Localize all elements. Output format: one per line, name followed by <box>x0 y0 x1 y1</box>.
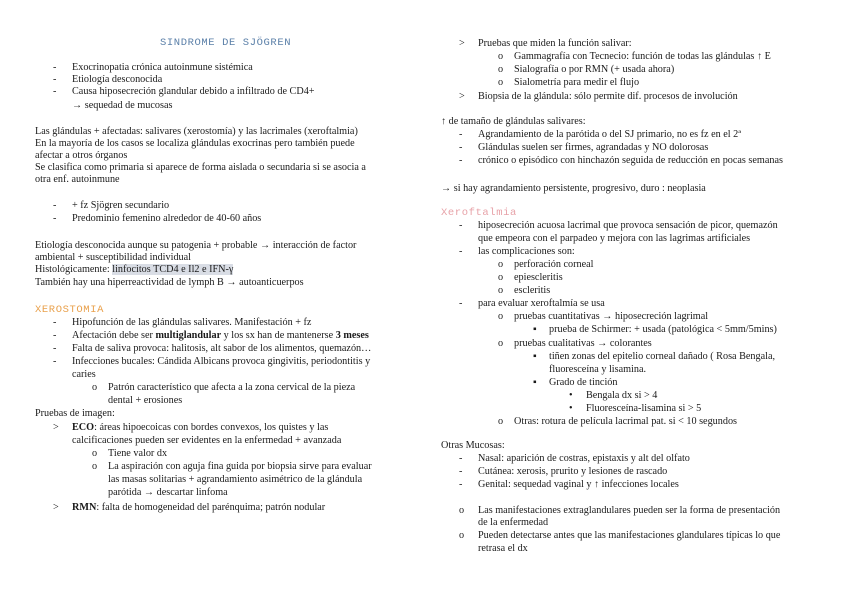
pruebas-title: Pruebas que miden la función salivar: <box>478 38 632 49</box>
bullet-circle: o <box>92 448 98 459</box>
mucosa-item: Cutánea: xerosis, prurito y lesiones de rascado <box>478 466 668 477</box>
para-line: ambiental + susceptibilidad individual <box>35 252 191 263</box>
xero-item <box>72 330 369 342</box>
bullet-dash: - <box>53 356 57 367</box>
bullet-circle: o <box>498 259 504 270</box>
bold-text: multiglandular <box>155 330 222 341</box>
pruebas-subitem: Gammagrafía con Tecnecio: función de todas las glándulas ↑ E <box>514 51 771 62</box>
bullet-dash: - <box>53 62 57 73</box>
para-line: También hay una hiperreactividad de lymph B → autoanticuerpos <box>35 277 304 288</box>
grado-line: Grado de tinción <box>549 377 618 388</box>
histology-label: Histológicamente: <box>35 264 110 275</box>
tamano-item: Agrandamiento de la parótida o del SJ primario, no es fz en el 2ª <box>478 129 742 140</box>
xerostomia-heading: XEROSTOMIA <box>35 304 105 316</box>
bullet-dash: - <box>53 200 57 211</box>
mucosa-item: Nasal: aparición de costras, epistaxis y alt del olfato <box>478 453 690 464</box>
bullet-dash: - <box>53 343 57 354</box>
mucosa-item: Genital: sequedad vaginal y ↑ infecciones locales <box>478 479 679 490</box>
cualitativas-line: pruebas cualitativas → colorantes <box>514 338 652 349</box>
bullet-arrow: > <box>53 422 59 433</box>
extra-line: Las manifestaciones extraglandulares pueden ser la forma de presentación <box>478 505 781 516</box>
xero-subitem: dental + erosiones <box>108 395 183 406</box>
bold-text: 3 meses <box>335 330 369 341</box>
bullet-dash: - <box>459 453 463 464</box>
bullet-dash: - <box>459 220 463 231</box>
xeroft-item: que empeora con el parpadeo y mejora con las lagrimas artificiales <box>478 233 751 244</box>
pruebas-subitem: Sialografía o por RMN (+ usada ahora) <box>514 64 675 75</box>
schirmer-line: prueba de Schirmer: + usada (patológica < 5mm/5mins) <box>549 324 777 335</box>
bullet-dash: - <box>459 155 463 166</box>
bullet-circle: o <box>498 64 504 75</box>
bullet-circle: o <box>498 51 504 62</box>
imaging-heading: Pruebas de imagen: <box>35 408 115 419</box>
xero-item: Falta de saliva provoca: halitosis, alt sabor de los alimentos, quemazón… <box>72 343 372 354</box>
bullet-circle: o <box>498 416 504 427</box>
bullet-dash: - <box>459 298 463 309</box>
eco-subitem: La aspiración con aguja fina guida por biopsia sirve para evaluar <box>108 461 372 472</box>
extra-line: retrasa el dx <box>478 543 528 554</box>
xero-text: y los sx han de mantenerse <box>223 330 334 341</box>
tamano-title: ↑ de tamaño de glándulas salivares: <box>441 116 586 127</box>
eco-subitem: las masas solitarias + agrandamiento asimétrico de la glándula <box>108 474 363 485</box>
xero-item: caries <box>72 369 96 380</box>
bullet-circle: o <box>459 505 465 516</box>
bullet-dash: - <box>53 330 57 341</box>
xeroft-item: las complicaciones son: <box>478 246 575 257</box>
complicacion-item: escleritis <box>514 285 551 296</box>
intro-line: → sequedad de mucosas <box>72 100 173 111</box>
bullet-circle: o <box>92 382 98 393</box>
rmn-text: : falta de homogeneidad del parénquima; patrón nodular <box>96 502 326 513</box>
eco-text: : áreas hipoecoicas con bordes convexos, los quistes y las <box>94 422 329 433</box>
tamano-item: Glándulas suelen ser firmes, agrandadas y NO dolorosas <box>478 142 709 153</box>
bullet-dash: - <box>53 317 57 328</box>
tinen-line: fluoresceína y lisamina. <box>549 364 647 375</box>
bullet-dash: - <box>459 246 463 257</box>
eval-line: para evaluar xeroftalmía se usa <box>478 298 605 309</box>
bullet-circle: o <box>92 461 98 472</box>
otras-pruebas-line: Otras: rotura de película lacrimal pat. si < 10 segundos <box>514 416 738 427</box>
bullet-circle: o <box>498 77 504 88</box>
bullet-dot: • <box>569 390 573 401</box>
bullet-arrow: > <box>459 91 465 102</box>
para-line: afectar a otros órganos <box>35 150 128 161</box>
eco-line <box>72 422 328 434</box>
bullet-circle: o <box>459 530 465 541</box>
rmn-line <box>72 502 325 514</box>
para-line: Las glándulas + afectadas: salivares (xerostomía) y las lacrimales (xeroftalmia) <box>35 126 358 137</box>
xeroft-item: hiposecreción acuosa lacrimal que provoca sensación de picor, quemazón <box>478 220 778 231</box>
bullet-square: ▪ <box>533 377 537 388</box>
para-line: otra enf. autoinmune <box>35 174 120 185</box>
intro-line: Exocrinopatia crónica autoinmune sistémica <box>72 62 253 73</box>
histology-line <box>35 264 233 276</box>
extra-line: Pueden detectarse antes que las manifestaciones glandulares típicas lo que <box>478 530 781 541</box>
xeroftalmia-heading: Xeroftalmia <box>441 207 517 219</box>
mucosas-heading: Otras Mucosas: <box>441 440 505 451</box>
complicacion-item: perforación corneal <box>514 259 594 270</box>
eco-subitem: Tiene valor dx <box>108 448 168 459</box>
xero-text: Afectación debe ser <box>72 330 153 341</box>
para-line: Etiología desconocida aunque su patogenia + probable → interacción de factor <box>35 240 357 251</box>
bullet-dash: - <box>459 466 463 477</box>
bullet-dash: - <box>459 479 463 490</box>
bullet-circle: o <box>498 272 504 283</box>
eco-subitem: parótida → descartar linfoma <box>108 487 228 498</box>
highlighted-text: linfocitos TCD4 e Il2 e IFN-γ <box>112 264 234 275</box>
epi-line: Predominio femenino alrededor de 40-60 años <box>72 213 262 224</box>
bullet-dash: - <box>459 129 463 140</box>
bullet-square: ▪ <box>533 351 537 362</box>
intro-line: Causa hiposecreción glandular debido a infiltrado de CD4+ <box>72 86 315 97</box>
xero-item: Infecciones bucales: Cándida Albicans provoca gingivitis, periodontitis y <box>72 356 371 367</box>
eco-label: ECO <box>72 422 95 433</box>
tamano-item: crónico o episódico con hinchazón seguida de reducción en pocas semanas <box>478 155 783 166</box>
bullet-arrow: > <box>53 502 59 513</box>
bullet-dash: - <box>53 74 57 85</box>
bullet-arrow: > <box>459 38 465 49</box>
grado-item: Bengala dx si > 4 <box>586 390 658 401</box>
complicacion-item: epiescleritis <box>514 272 563 283</box>
bullet-dash: - <box>459 142 463 153</box>
grado-item: Fluoresceína-lisamina si > 5 <box>586 403 702 414</box>
cuantitativas-line: pruebas cuantitativas → hiposecreción lagrimal <box>514 311 709 322</box>
page-title: SINDROME DE SJÖGREN <box>160 37 292 49</box>
xero-subitem: Patrón característico que afecta a la zona cervical de la pieza <box>108 382 356 393</box>
para-line: Se clasifica como primaria si aparece de forma aislada o secundaria si se asocia a <box>35 162 366 173</box>
neoplasia-line: → si hay agrandamiento persistente, progresivo, duro : neoplasia <box>441 183 706 194</box>
bullet-square: ▪ <box>533 324 537 335</box>
tinen-line: tiñen zonas del epitelio corneal dañado ( Rosa Bengala, <box>549 351 776 362</box>
intro-line: Etiología desconocida <box>72 74 163 85</box>
biopsia-line: Biopsia de la glándula: sólo permite dif. procesos de involución <box>478 91 738 102</box>
eco-line: calcificaciones pueden ser evidentes en la enfermedad + avanzada <box>72 435 342 446</box>
para-line: En la mayoría de los casos se localiza glándulas exocrinas pero también puede <box>35 138 355 149</box>
extra-line: de la enfermedad <box>478 517 549 528</box>
bullet-dot: • <box>569 403 573 414</box>
bullet-dash: - <box>53 86 57 97</box>
bullet-circle: o <box>498 311 504 322</box>
epi-line: + fz Sjögren secundario <box>72 200 170 211</box>
bullet-circle: o <box>498 338 504 349</box>
xero-item: Hipofunción de las glándulas salivares. Manifestación + fz <box>72 317 312 328</box>
rmn-label: RMN <box>72 502 97 513</box>
bullet-dash: - <box>53 213 57 224</box>
bullet-circle: o <box>498 285 504 296</box>
pruebas-subitem: Sialometría para medir el flujo <box>514 77 640 88</box>
